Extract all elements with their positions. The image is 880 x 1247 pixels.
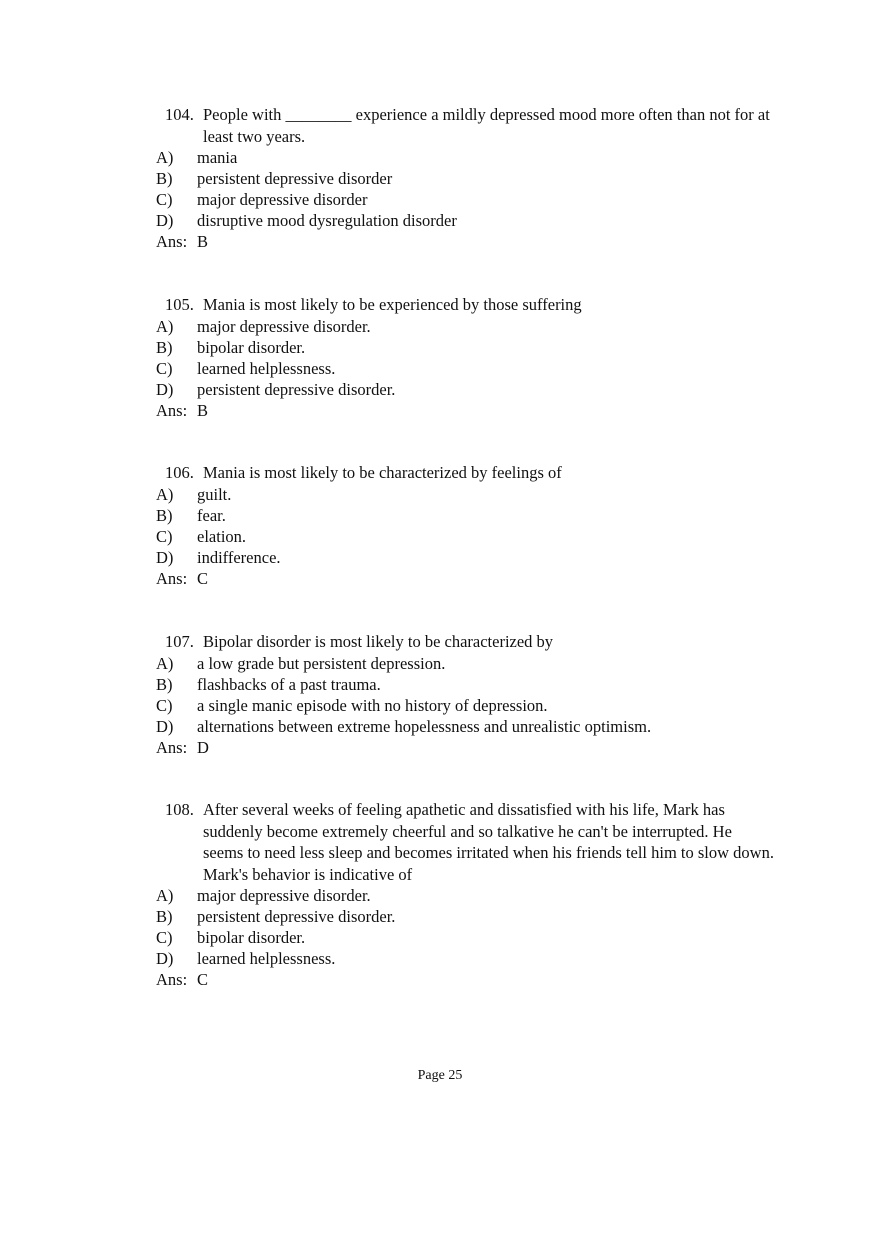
answer-value: C (197, 568, 209, 588)
answer-line (156, 400, 776, 421)
question-stem (156, 104, 776, 147)
answer-line (156, 231, 776, 252)
option-b (156, 674, 776, 695)
option-letter: B) (156, 907, 173, 927)
option-letter: D) (156, 949, 174, 969)
answer-value: C (197, 970, 209, 990)
option-text: fear. (197, 505, 226, 525)
option-text: major depressive disorder. (197, 316, 371, 336)
option-letter: D) (156, 547, 174, 567)
question-number: 104. (165, 105, 194, 124)
option-text: a single manic episode with no history of depression. (197, 695, 548, 715)
question-106 (156, 462, 776, 589)
option-c (156, 526, 776, 547)
question-text: After several weeks of feeling apathetic and dissatisfied with his life, Mark has suddenly become extremely cheerful and so talkative he can't be interrupted. He seems to need less sleep and becomes irritated when his friends tell him to slow down. Mark's behavior is indicative of (203, 800, 774, 884)
question-number: 105. (165, 295, 194, 314)
option-letter: A) (156, 484, 174, 504)
option-b (156, 906, 776, 927)
option-text: indifference. (197, 547, 281, 567)
option-text: guilt. (197, 484, 232, 504)
answer-value: B (197, 232, 209, 252)
question-stem (156, 631, 776, 653)
option-text: learned helplessness. (197, 949, 336, 969)
question-stem (156, 294, 776, 316)
option-d (156, 716, 776, 737)
option-letter: C) (156, 928, 173, 948)
option-a (156, 147, 776, 168)
answer-label: Ans: (156, 737, 188, 757)
option-letter: C) (156, 190, 173, 210)
option-text: alternations between extreme hopelessness and unrealistic optimism. (197, 716, 652, 736)
option-letter: A) (156, 886, 174, 906)
answer-label: Ans: (156, 970, 188, 990)
question-text: Bipolar disorder is most likely to be characterized by (203, 632, 554, 651)
option-letter: A) (156, 653, 174, 673)
question-105 (156, 294, 776, 421)
question-number: 106. (165, 463, 194, 482)
option-c (156, 927, 776, 948)
option-d (156, 210, 776, 231)
question-text: Mania is most likely to be characterized by feelings of (203, 463, 562, 482)
option-c (156, 189, 776, 210)
option-b (156, 168, 776, 189)
question-stem (156, 799, 776, 885)
option-text: major depressive disorder. (197, 886, 371, 906)
option-text: disruptive mood dysregulation disorder (197, 211, 457, 231)
option-text: bipolar disorder. (197, 928, 306, 948)
option-text: bipolar disorder. (197, 337, 306, 357)
question-number: 108. (165, 800, 194, 819)
option-a (156, 885, 776, 906)
option-b (156, 337, 776, 358)
option-letter: B) (156, 505, 173, 525)
page-number: Page 25 (417, 1068, 463, 1083)
question-104 (156, 104, 776, 252)
option-text: persistent depressive disorder (197, 169, 393, 189)
option-text: persistent depressive disorder. (197, 379, 396, 399)
option-letter: B) (156, 337, 173, 357)
answer-value: B (197, 400, 209, 420)
answer-line (156, 737, 776, 758)
option-a (156, 484, 776, 505)
question-number: 107. (165, 632, 194, 651)
option-letter: C) (156, 526, 173, 546)
option-letter: C) (156, 358, 173, 378)
answer-line (156, 969, 776, 990)
option-a (156, 653, 776, 674)
option-d (156, 948, 776, 969)
option-text: elation. (197, 526, 247, 546)
option-letter: D) (156, 211, 174, 231)
answer-value: D (197, 737, 209, 757)
option-d (156, 547, 776, 568)
question-108 (156, 799, 776, 990)
option-letter: A) (156, 316, 174, 336)
question-text: Mania is most likely to be experienced by those suffering (203, 295, 582, 314)
option-letter: C) (156, 695, 173, 715)
question-text: People with ________ experience a mildly depressed mood more often than not for at least two years. (203, 105, 770, 146)
option-text: persistent depressive disorder. (197, 907, 396, 927)
option-c (156, 695, 776, 716)
question-stem (156, 462, 776, 484)
option-text: mania (197, 148, 238, 168)
option-letter: D) (156, 379, 174, 399)
answer-label: Ans: (156, 400, 188, 420)
option-text: major depressive disorder (197, 190, 368, 210)
option-text: a low grade but persistent depression. (197, 653, 446, 673)
option-letter: A) (156, 148, 174, 168)
option-letter: D) (156, 716, 174, 736)
answer-label: Ans: (156, 232, 188, 252)
option-d (156, 379, 776, 400)
answer-label: Ans: (156, 568, 188, 588)
option-letter: B) (156, 169, 173, 189)
answer-line (156, 568, 776, 589)
option-text: flashbacks of a past trauma. (197, 674, 381, 694)
option-letter: B) (156, 674, 173, 694)
option-b (156, 505, 776, 526)
option-text: learned helplessness. (197, 358, 336, 378)
option-a (156, 316, 776, 337)
question-107 (156, 631, 776, 758)
option-c (156, 358, 776, 379)
